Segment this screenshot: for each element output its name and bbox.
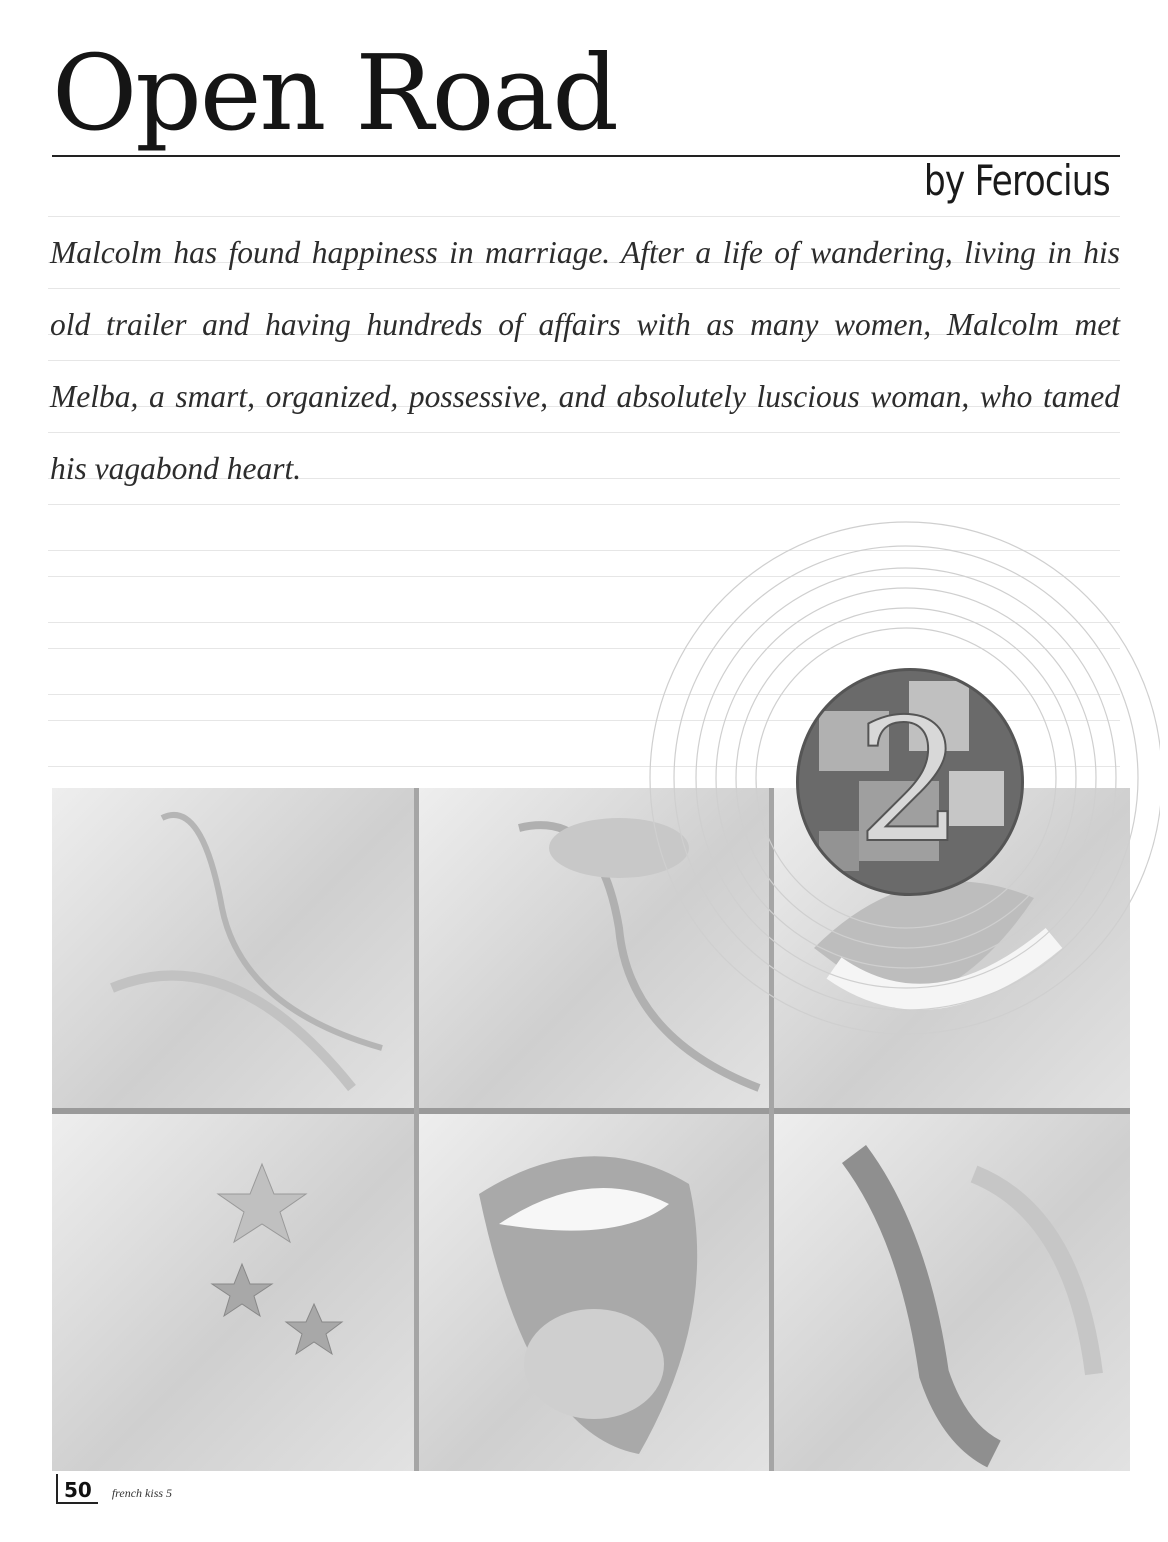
publication-name: french kiss 5 — [111, 1486, 173, 1500]
illustration-tile — [419, 788, 769, 1108]
illustration-tile — [52, 1114, 414, 1471]
page-footer — [56, 1474, 172, 1504]
illustration-tile — [52, 788, 414, 1108]
illustration-tile — [419, 1114, 769, 1471]
article-intro: Malcolm has found happiness in marriage. After a life of wandering, living in his old trailer and having hundreds of affairs with as many women, Malcolm met Melba, a smart, organized, possessive, and absolutely luscious woman, who tamed his vagabond heart. — [50, 235, 1120, 486]
chapter-badge — [796, 668, 1024, 896]
grid-divider — [769, 788, 774, 1471]
chapter-number: 2 — [855, 683, 965, 881]
page-number: 50 — [56, 1474, 98, 1504]
article-title: Open Road — [52, 32, 617, 154]
author-byline: by Ferocius — [923, 156, 1110, 205]
illustration-tile — [774, 1114, 1130, 1471]
grid-divider — [414, 788, 419, 1471]
grid-divider — [52, 1108, 1130, 1114]
